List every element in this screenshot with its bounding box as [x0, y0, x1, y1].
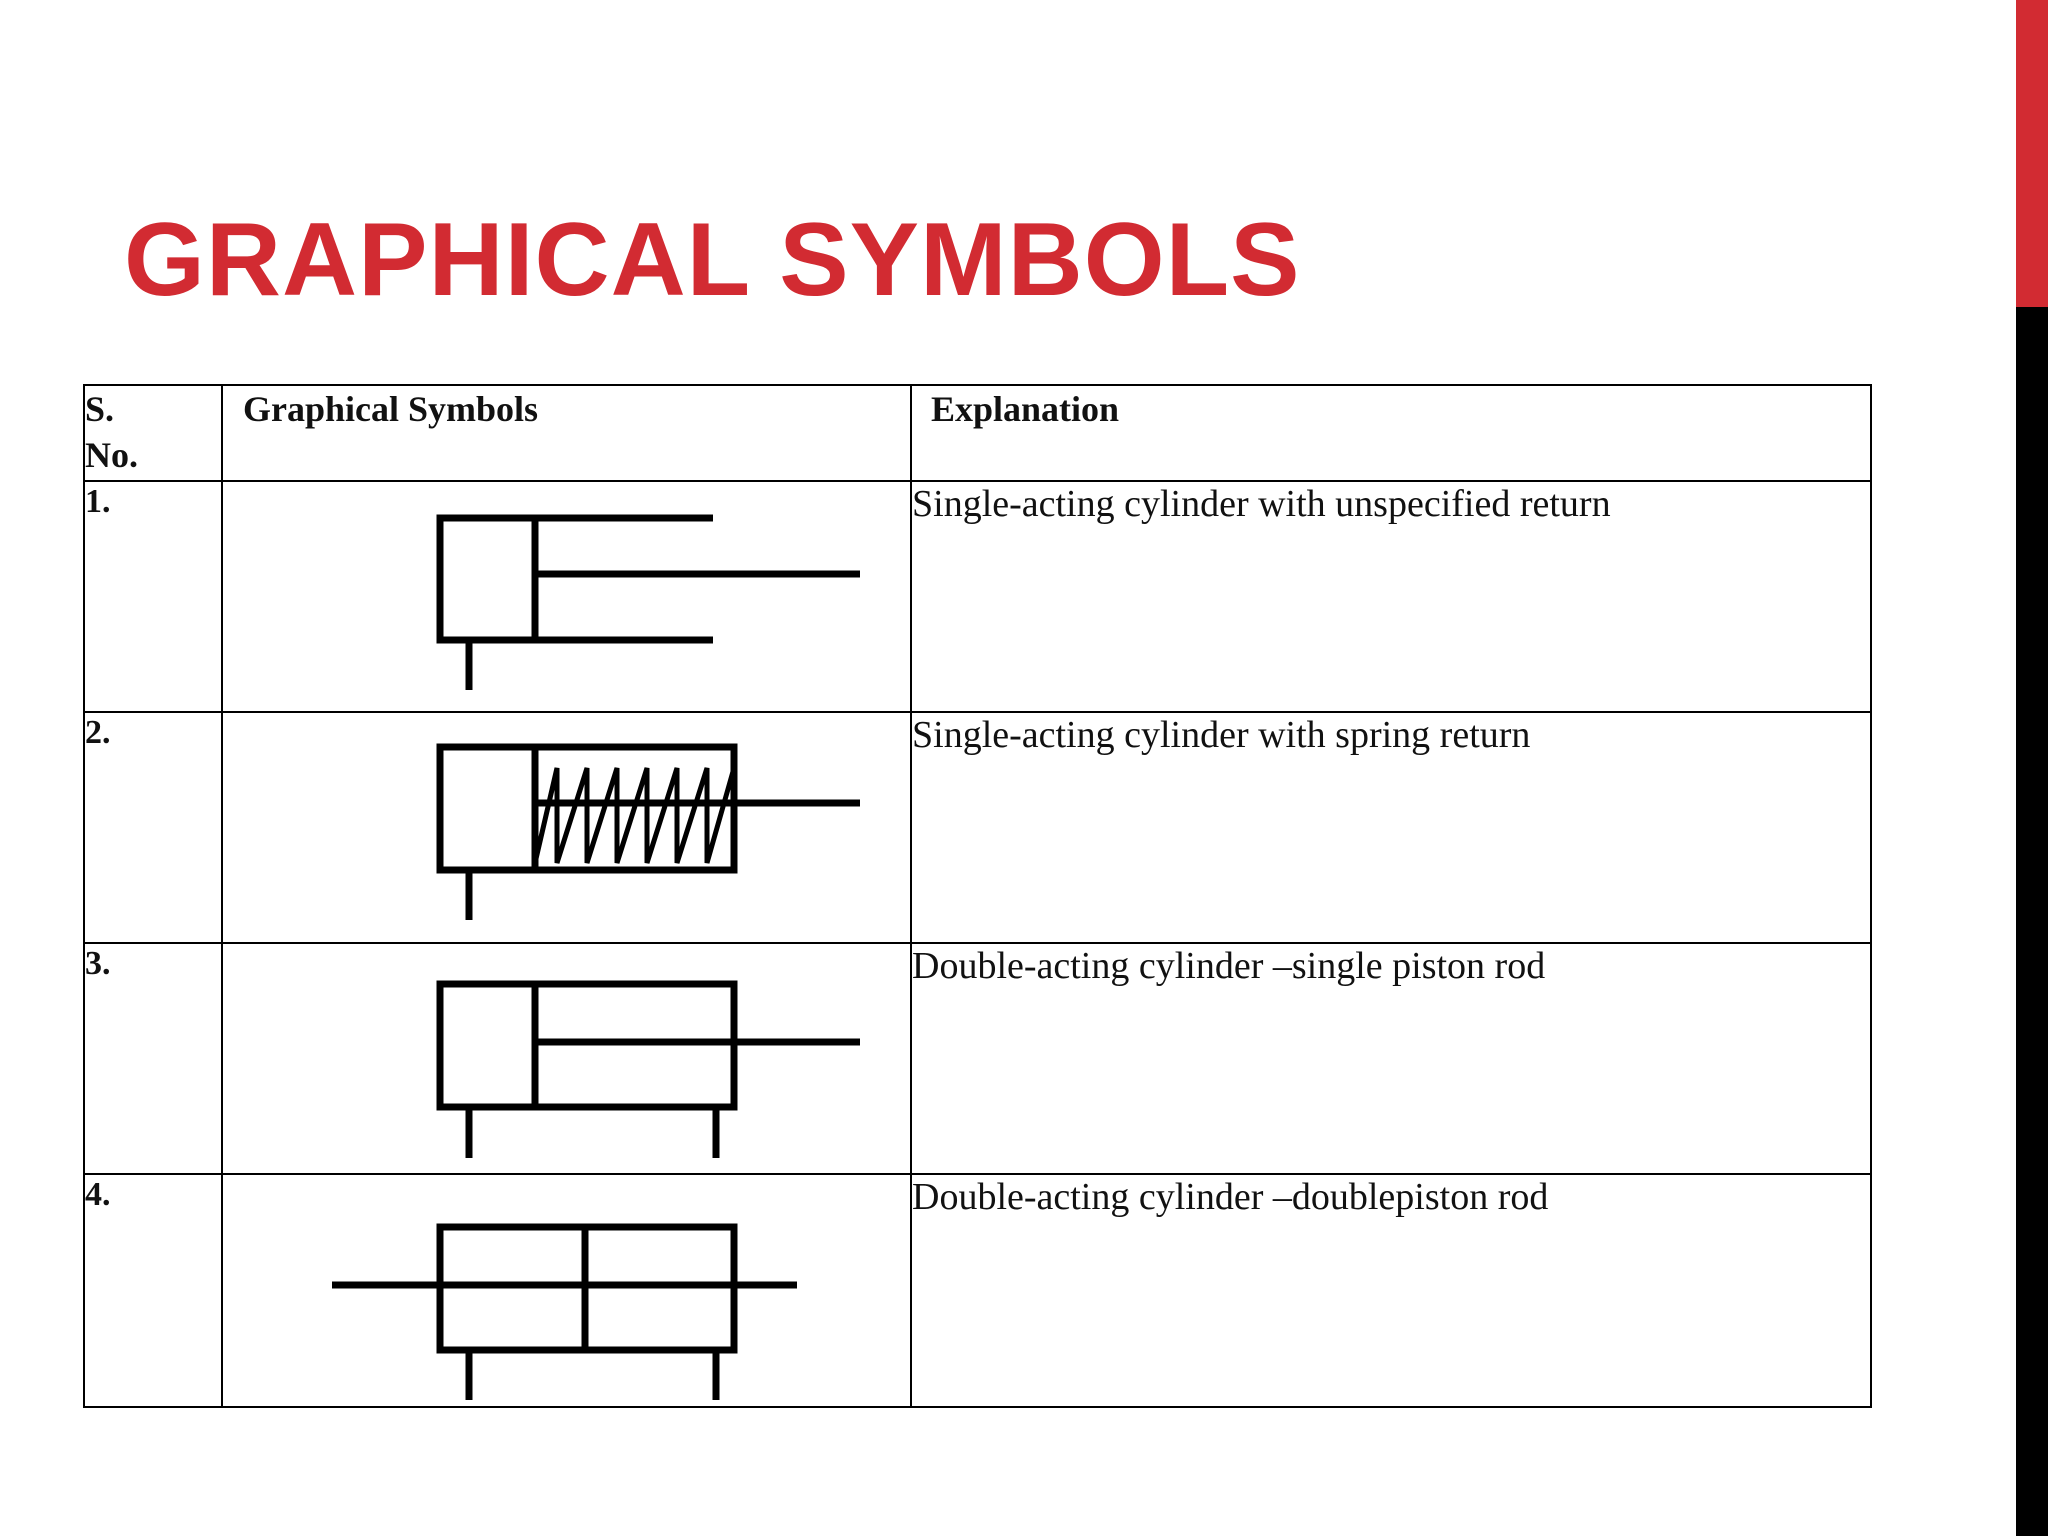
header-graphical-symbols: Graphical Symbols	[222, 385, 911, 481]
symbol-cell	[222, 712, 911, 943]
table-header-row	[84, 385, 1871, 481]
header-sno	[84, 385, 222, 481]
explanation-text: Single-acting cylinder with spring return	[911, 712, 1871, 943]
single-acting-cylinder-unspecified-return-icon	[223, 482, 910, 711]
symbol-cell	[222, 943, 911, 1174]
symbol-cell	[222, 481, 911, 712]
header-explanation: Explanation	[911, 385, 1871, 481]
symbols-table	[83, 384, 1872, 1408]
table-row	[84, 1174, 1871, 1407]
table-row	[84, 712, 1871, 943]
explanation-text: Double-acting cylinder –doublepiston rod	[911, 1174, 1871, 1407]
accent-bar-black	[2016, 307, 2048, 1536]
single-acting-cylinder-spring-return-icon	[223, 713, 910, 942]
row-number: 4.	[84, 1174, 222, 1407]
symbol-cell	[222, 1174, 911, 1407]
row-number: 2.	[84, 712, 222, 943]
table-row	[84, 943, 1871, 1174]
row-number: 1.	[84, 481, 222, 712]
explanation-text: Single-acting cylinder with unspecified return	[911, 481, 1871, 712]
header-sno-line1: S.	[85, 389, 115, 429]
header-sno-line2: No.	[85, 435, 138, 475]
slide-title: GRAPHICAL SYMBOLS	[124, 202, 1301, 318]
double-acting-cylinder-double-rod-icon	[223, 1175, 910, 1406]
accent-bar-red	[2016, 0, 2048, 307]
table-row	[84, 481, 1871, 712]
double-acting-cylinder-single-rod-icon	[223, 944, 910, 1173]
explanation-text: Double-acting cylinder –single piston rod	[911, 943, 1871, 1174]
row-number: 3.	[84, 943, 222, 1174]
